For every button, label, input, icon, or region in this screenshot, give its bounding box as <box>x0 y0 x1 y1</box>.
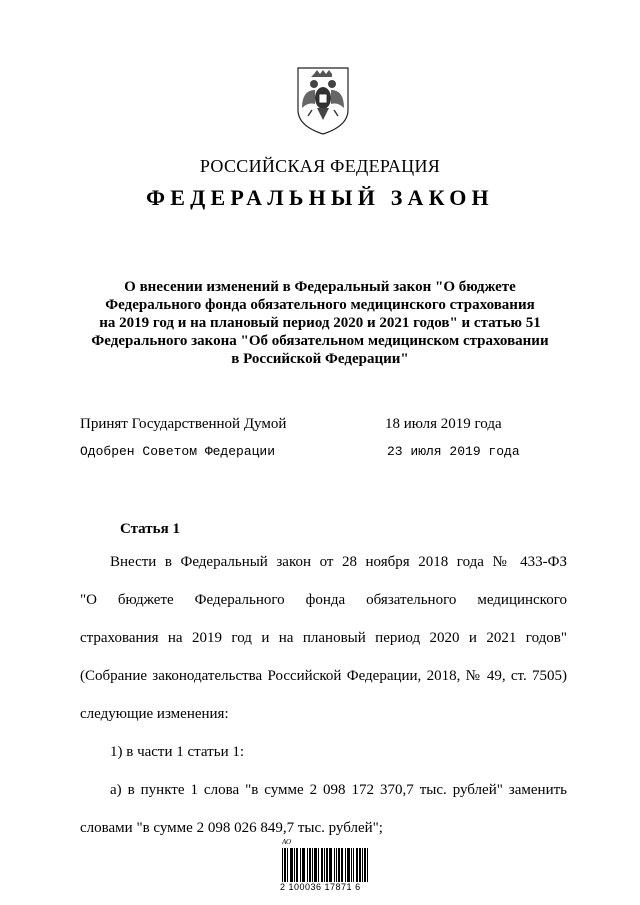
article-heading: Статья 1 <box>120 521 180 537</box>
barcode-bar <box>351 848 352 882</box>
law-title-line: О внесении изменений в Федеральный закон "О бюджете <box>124 279 516 295</box>
barcode-bar <box>287 848 288 882</box>
barcode-bar <box>321 848 322 882</box>
barcode-bar <box>307 848 308 882</box>
barcode-bar <box>339 848 340 882</box>
barcode-bar <box>357 848 358 882</box>
barcode-bar <box>341 848 342 882</box>
barcode-bar <box>318 848 319 882</box>
barcode <box>280 838 370 898</box>
duma-adoption-row <box>80 416 560 436</box>
law-title-line: на 2019 год и на плановый период 2020 и 2021 годов" и статью 51 <box>99 315 541 331</box>
barcode-bar <box>338 848 339 882</box>
barcode-bar <box>282 848 283 882</box>
barcode-bar <box>284 848 285 882</box>
body-line: а) в пункте 1 слова "в сумме 2 098 172 370,7 тыс. рублей" заменить <box>110 782 567 798</box>
council-date: 23 июля 2019 года <box>387 444 520 459</box>
barcode-bar <box>360 848 361 882</box>
barcode-bar <box>297 848 298 882</box>
barcode-bar <box>296 848 297 882</box>
barcode-bar <box>326 848 327 882</box>
barcode-bar <box>362 848 363 882</box>
law-title-line: Федерального закона "Об обязательном медицинском страховании <box>91 333 549 349</box>
body-line: следующие изменения: <box>80 706 229 722</box>
barcode-bar <box>291 848 292 882</box>
barcode-bar <box>356 848 357 882</box>
barcode-bar <box>364 848 365 882</box>
barcode-bar <box>300 848 301 882</box>
barcode-bar <box>359 848 360 882</box>
council-label: Одобрен Советом Федерации <box>80 444 276 459</box>
document-type: ФЕДЕРАЛЬНЫЙ ЗАКОН <box>146 185 494 210</box>
barcode-bar <box>334 848 335 882</box>
body-line: "О бюджете Федерального фонда обязательного медицинского <box>80 592 567 608</box>
law-title-line: Федерального фонда обязательного медицинского страхования <box>105 297 535 313</box>
barcode-bars-icon <box>282 848 368 882</box>
barcode-bar <box>327 848 328 882</box>
barcode-mark: АО <box>282 838 292 846</box>
barcode-bar <box>349 848 350 882</box>
barcode-bar <box>330 848 331 882</box>
barcode-bar <box>309 848 310 882</box>
barcode-bar <box>303 848 304 882</box>
law-title-line: в Российской Федерации" <box>231 351 409 367</box>
barcode-bar <box>314 848 315 882</box>
duma-label: Принят Государственной Думой <box>80 416 287 432</box>
barcode-bar <box>290 848 291 882</box>
barcode-bar <box>315 848 316 882</box>
barcode-bar <box>285 848 286 882</box>
barcode-bar <box>322 848 323 882</box>
barcode-bar <box>348 848 349 882</box>
barcode-bar <box>365 848 366 882</box>
coat-of-arms-icon <box>290 64 356 136</box>
barcode-bar <box>312 848 313 882</box>
body-line: словами "в сумме 2 098 026 849,7 тыс. рублей"; <box>80 820 383 836</box>
barcode-bar <box>294 848 295 882</box>
country-name: РОССИЙСКАЯ ФЕДЕРАЦИЯ <box>199 156 441 176</box>
barcode-bar <box>336 848 337 882</box>
barcode-bar <box>329 848 330 882</box>
barcode-bar <box>347 848 348 882</box>
barcode-bar <box>292 848 293 882</box>
barcode-bar <box>331 848 332 882</box>
body-line: (Собрание законодательства Российской Федерации, 2018, № 49, ст. 7505) <box>80 668 567 684</box>
council-approval-row <box>80 444 560 464</box>
barcode-bar <box>345 848 346 882</box>
barcode-bar <box>353 848 354 882</box>
barcode-bar <box>367 848 368 882</box>
body-line: страхования на 2019 год и на плановый период 2020 и 2021 годов" <box>80 630 567 646</box>
barcode-bar <box>304 848 305 882</box>
barcode-bar <box>310 848 311 882</box>
barcode-bar <box>324 848 325 882</box>
barcode-bar <box>302 848 303 882</box>
barcode-number: 2 100036 17871 6 <box>280 882 361 892</box>
barcode-bar <box>316 848 317 882</box>
body-line: 1) в части 1 статьи 1: <box>110 744 245 760</box>
body-line: Внести в Федеральный закон от 28 ноября 2018 года № 433-ФЗ <box>110 554 567 570</box>
law-title <box>60 278 580 368</box>
duma-date: 18 июля 2019 года <box>385 416 502 432</box>
barcode-bar <box>342 848 343 882</box>
